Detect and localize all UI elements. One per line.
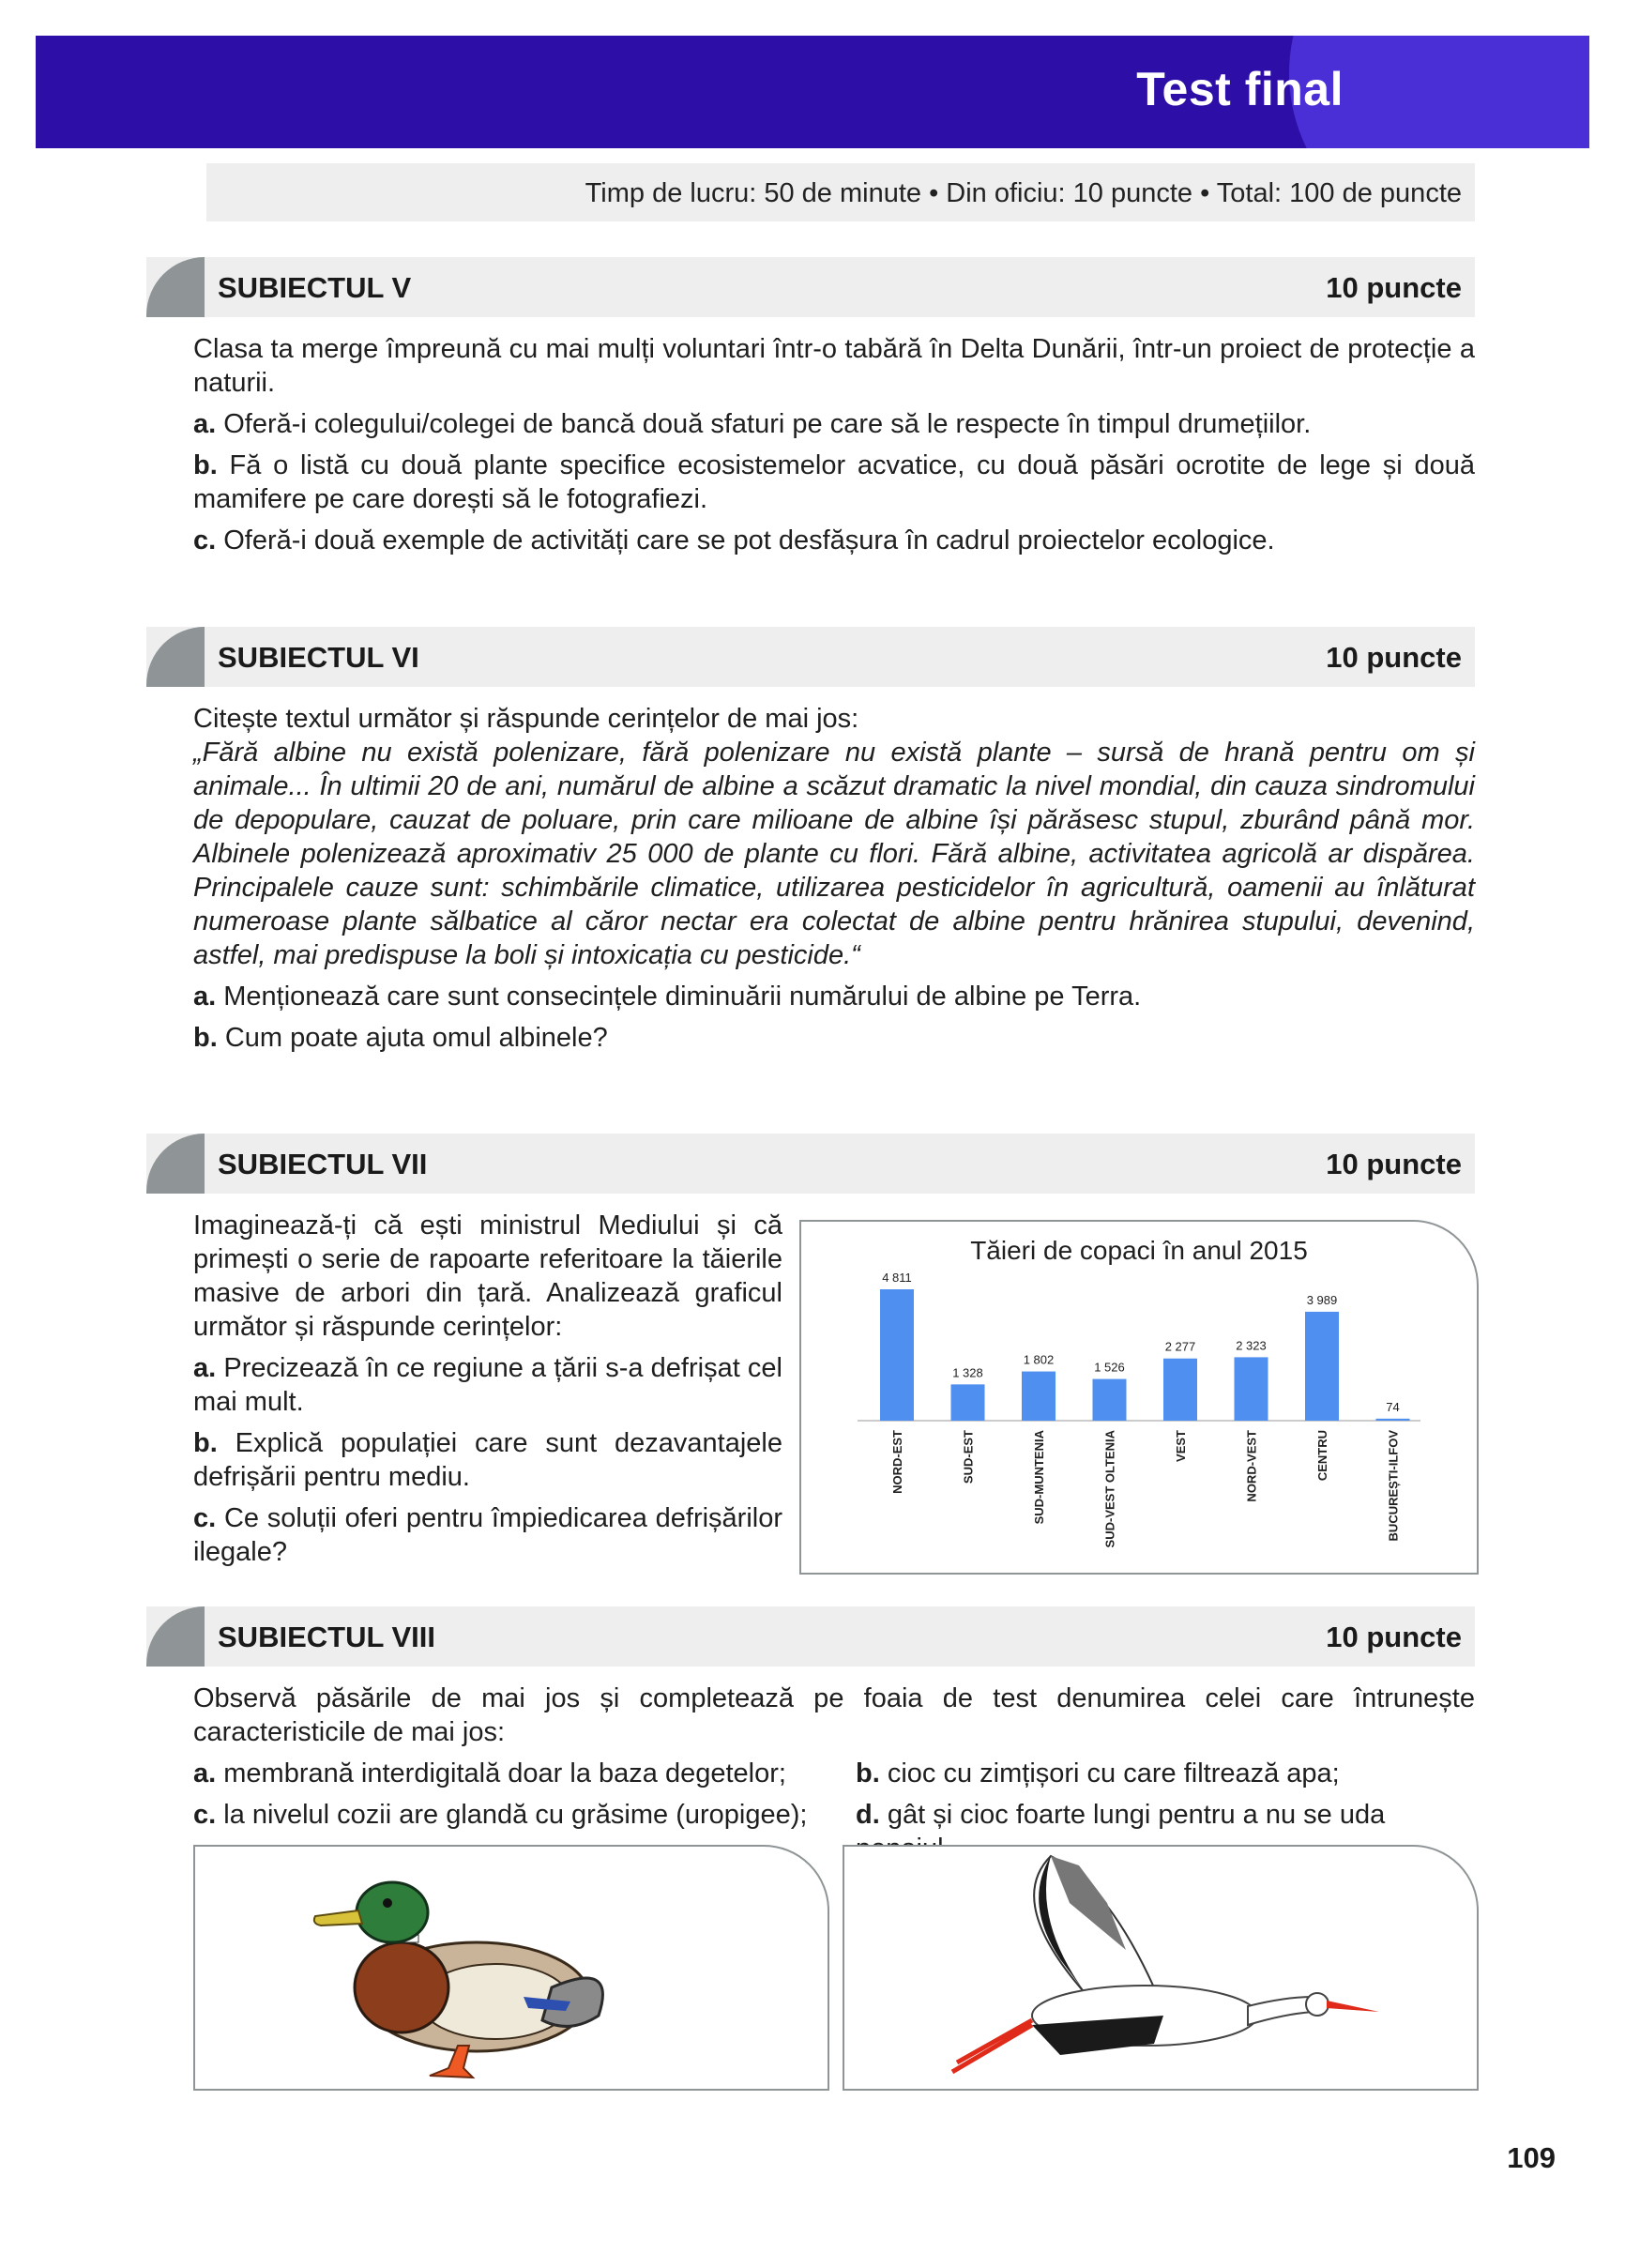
chart-bar — [1163, 1359, 1197, 1421]
chart-category-label: SUD-VEST OLTENIA — [1102, 1430, 1117, 1548]
duck-illustration — [195, 1847, 828, 2089]
section-tab — [146, 1606, 205, 1667]
section-points: 10 puncte — [1326, 271, 1462, 304]
question-item: a. membrană interdigitală doar la baza degetelor; — [193, 1758, 786, 1789]
section-title: SUBIECTUL V — [218, 271, 412, 304]
page-header-band — [36, 36, 1589, 148]
time-info-text: Timp de lucru: 50 de minute • Din oficiu: 10 puncte • Total: 100 de puncte — [585, 178, 1462, 208]
chart-category-label: NORD-EST — [890, 1430, 904, 1494]
section-intro: Observă păsările de mai jos și completează pe foaia de test denumirea celei care întrunește caracteristicile de mai jos: — [193, 1683, 1475, 1747]
question-item: c. Ce soluții oferi pentru împiedicarea defrișărilor ilegale? — [193, 1503, 782, 1567]
question-item: c. la nivelul cozii are glandă cu grăsime (uropigee); — [193, 1800, 808, 1830]
chart-value-label: 2 323 — [1236, 1338, 1267, 1353]
page-title: Test final — [1136, 63, 1344, 115]
chart-bar — [951, 1384, 985, 1421]
section-points: 10 puncte — [1326, 1148, 1462, 1180]
chart-bar — [1305, 1312, 1339, 1421]
section-intro: Imaginează-ți că ești ministrul Mediului și că primești o serie de rapoarte referitoare la tăierile masive de arbori din țară. Analizează graficul următor și răspunde cerințelor: — [193, 1210, 782, 1342]
question-item: d. gât și cioc foarte lungi pentru a nu se uda — [856, 1800, 1386, 1830]
section-viii-intro — [193, 1682, 1475, 1749]
chart-bar — [880, 1289, 914, 1421]
section-title: SUBIECTUL VII — [218, 1148, 428, 1180]
section-header-v — [146, 257, 1475, 317]
chart-bar — [1022, 1372, 1055, 1421]
section-title: SUBIECTUL VIII — [218, 1621, 435, 1653]
question-item: b. cioc cu zimțișori cu care filtrează apa; — [856, 1758, 1340, 1789]
section-tab — [146, 257, 205, 317]
section-vii-body — [193, 1209, 782, 1569]
chart-value-label: 3 989 — [1306, 1292, 1338, 1307]
chart-bar — [1376, 1419, 1410, 1421]
section-intro: Citește textul următor și răspunde cerințelor de mai jos: — [193, 704, 859, 734]
chart-value-label: 1 526 — [1094, 1360, 1125, 1375]
section-header-vii — [146, 1134, 1475, 1194]
section-points: 10 puncte — [1326, 641, 1462, 674]
question-item: b. Fă o listă cu două plante specifice ecosistemelor acvatice, cu două păsări ocrotite de lege și două mamifere pe care dorești să le fotografiezi. — [193, 450, 1475, 514]
chart-category-label: VEST — [1174, 1430, 1188, 1462]
chart-category-label: SUD-MUNTENIA — [1032, 1430, 1046, 1525]
chart-value-label: 1 802 — [1023, 1352, 1055, 1367]
stork-illustration — [844, 1847, 1477, 2089]
quoted-text: „Fără albine nu există polenizare, fără polenizare nu există plante – sursă de hrană pentru om și animale... În ultimii 20 de ani, numărul de albine a scăzut dramatic la nivel mondial, din cauza sindromului de depopulare, cauzat de poluare, prin care milioane de albine își părăsesc stupul, zburând până mor. Albinele polenizează aproximativ 25 000 de plante cu flori. Fără albine, activitatea agricolă ar dispărea. Principalele cauze sunt: schimbările climatice, utilizarea pesticidelor în agricultură, oamenii au înlăturat numeroase plante sălbatice al căror nectar era colectat de albine pentru hrănirea stupului, devenind, astfel, mai predispuse la boli și intoxicația cu pesticide.“ — [193, 738, 1475, 970]
chart-value-label: 1 328 — [952, 1365, 983, 1380]
bar-chart — [801, 1222, 1477, 1573]
question-item: b. Explică populației care sunt dezavantajele defrișării pentru mediu. — [193, 1428, 782, 1492]
section-intro: Clasa ta merge împreună cu mai mulți voluntari într-o tabără în Delta Dunării, într-un proiect de protecție a naturii. — [193, 334, 1475, 398]
section-header-viii — [146, 1606, 1475, 1667]
question-item: a. Precizează în ce regiune a țării s-a defrișat cel mai mult. — [193, 1353, 782, 1417]
chart-value-label: 4 811 — [882, 1271, 912, 1285]
section-vi-body — [193, 702, 1475, 1055]
section-title: SUBIECTUL VI — [218, 641, 419, 674]
section-tab — [146, 627, 205, 687]
section-header-vi — [146, 627, 1475, 687]
chart-bar — [1093, 1379, 1127, 1421]
chart-title: Tăieri de copaci în anul 2015 — [970, 1236, 1308, 1265]
chart-frame — [799, 1220, 1479, 1575]
chart-category-label: SUD-EST — [961, 1430, 976, 1484]
time-info-bar — [206, 163, 1475, 221]
section-v-body — [193, 332, 1475, 557]
chart-category-label: CENTRU — [1315, 1430, 1329, 1482]
section-points: 10 puncte — [1326, 1621, 1462, 1653]
chart-category-label: BUCUREȘTI-ILFOV — [1386, 1430, 1401, 1542]
section-tab — [146, 1134, 205, 1194]
chart-category-label: NORD-VEST — [1244, 1430, 1259, 1502]
question-item: a. Menționează care sunt consecințele diminuării numărului de albine pe Terra. — [193, 982, 1142, 1012]
chart-value-label: 2 277 — [1164, 1339, 1196, 1354]
question-item: b. Cum poate ajuta omul albinele? — [193, 1023, 608, 1053]
question-item: c. Oferă-i două exemple de activități care se pot desfășura în cadrul proiectelor ecologice. — [193, 525, 1275, 556]
chart-bar — [1235, 1357, 1268, 1421]
stork-image-frame — [843, 1845, 1479, 2091]
page-number: 109 — [1507, 2141, 1556, 2174]
chart-value-label: 74 — [1386, 1399, 1400, 1414]
question-item: a. Oferă-i colegului/colegei de bancă două sfaturi pe care să le respecte în timpul drumețiilor. — [193, 409, 1312, 439]
duck-image-frame — [193, 1845, 829, 2091]
